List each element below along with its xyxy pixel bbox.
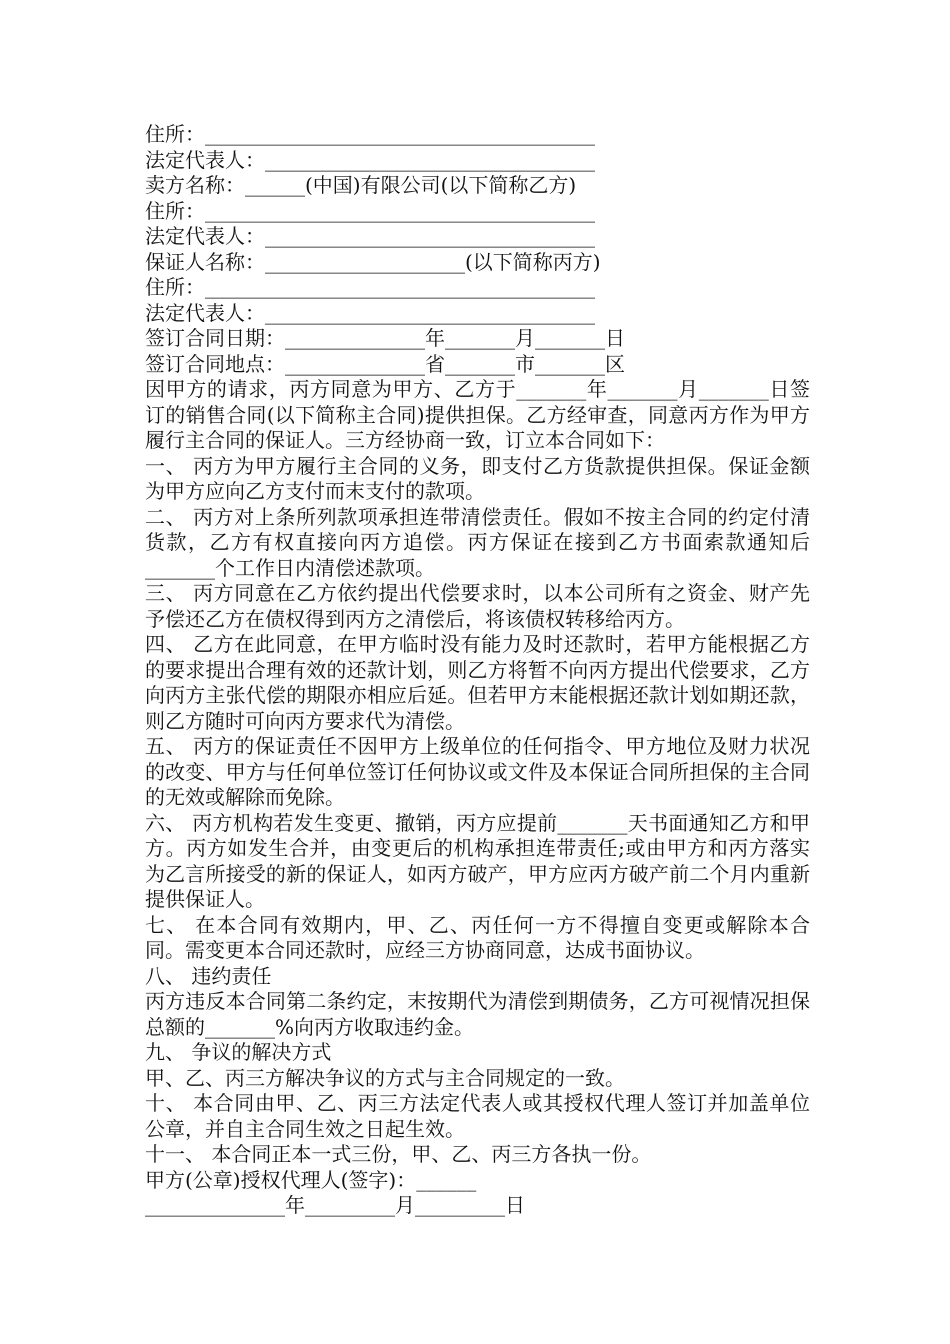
clause-3: 三、 丙方同意在乙方依约提出代偿要求时，以本公司所有之资金、财产先予偿还乙方在债权得到丙方之清偿后，将该债权转移给丙方。 — [145, 581, 810, 631]
party-info-block — [145, 122, 810, 377]
clause-7: 七、 在本合同有效期内，甲、乙、丙任何一方不得擅自变更或解除本合同。需变更本合同还款时，应经三方协商同意，达成书面协议。 — [145, 912, 810, 962]
clause-11: 十一、 本合同正本一式三份，甲、乙、丙三方各执一份。 — [145, 1142, 652, 1166]
party-a-signature-line: 甲方(公章)授权代理人(签字)：______ — [145, 1167, 477, 1192]
clause-10: 十、 本合同由甲、乙、丙三方法定代表人或其授权代理人签订并加盖单位公章，并自主合同生效之日起生效。 — [145, 1091, 810, 1141]
seller-address-line: 住所：_______________________________________ — [145, 198, 595, 223]
guarantor-name-line: 保证人名称：____________________(以下简称丙方) — [145, 249, 601, 274]
preamble-paragraph: 因甲方的请求，丙方同意为甲方、乙方于_______年_______月_______日签订的销售合同(以下简称主合同)提供担保。乙方经审查，同意丙方作为甲方履行主合同的保证人。三方经协商一致，订立本合同如下： — [145, 377, 810, 452]
clause-8-heading: 八、 违约责任 — [145, 963, 272, 988]
buyer-representative-line: 法定代表人：_________________________________ — [145, 147, 595, 172]
seller-name-line: 卖方名称：______(中国)有限公司(以下简称乙方) — [145, 173, 577, 197]
clause-9-heading: 九、 争议的解决方式 — [145, 1040, 332, 1064]
contract-document — [145, 122, 810, 1219]
clause-1: 一、 丙方为甲方履行主合同的义务，即支付乙方货款提供担保。保证金额为甲方应向乙方支付而末支付的款项。 — [145, 453, 810, 503]
guarantor-address-line: 住所：_______________________________________ — [145, 275, 595, 299]
clause-4: 四、 乙方在此同意，在甲方临时没有能力及时还款时，若甲方能根据乙方的要求提出合理有效的还款计划，则乙方将暂不向丙方提出代偿要求，乙方向丙方主张代偿的期限亦相应后延。但若甲方末能根据还款计划如期还款，则乙方随时可向丙方要求代为清偿。 — [145, 632, 810, 733]
guarantor-representative-line: 法定代表人：_________________________________ — [145, 300, 595, 325]
signature-block — [145, 1168, 810, 1219]
clause-8-text: 丙方违反本合同第二条约定，末按期代为清偿到期债务，乙方可视情况担保总额的_______%向丙方收取违约金。 — [145, 989, 810, 1039]
clause-2: 二、 丙方对上条所列款项承担连带清偿责任。假如不按主合同的约定付清货款，乙方有权直接向丙方追偿。丙方保证在接到乙方书面索款通知后_______个工作日内清偿述款项。 — [145, 504, 810, 580]
signing-date-line: 签订合同日期：______________年_______月_______日 — [145, 326, 625, 350]
buyer-address-line: 住所：_______________________________________ — [145, 122, 595, 146]
clause-9-text: 甲、乙、丙三方解决争议的方式与主合同规定的一致。 — [145, 1065, 625, 1090]
clause-5: 五、 丙方的保证责任不因甲方上级单位的任何指令、甲方地位及财力状况的改变、甲方与任何单位签订任何协议或文件及本保证合同所担保的主合同的无效或解除而免除。 — [145, 734, 810, 809]
contract-body — [145, 377, 810, 1168]
clause-6: 六、 丙方机构若发生变更、撤销，丙方应提前_______天书面通知乙方和甲方。丙方如发生合并，由变更后的机构承担连带责任;或由甲方和丙方落实为乙言所接受的新的保证人，如丙方破产，甲方应丙方破产前二个月内重新提供保证人。 — [145, 810, 810, 911]
seller-representative-line: 法定代表人：_________________________________ — [145, 224, 595, 248]
signature-date-line: ______________年_________月_________日 — [145, 1193, 525, 1217]
signing-place-line: 签订合同地点：______________省_______市_______区 — [145, 351, 625, 376]
